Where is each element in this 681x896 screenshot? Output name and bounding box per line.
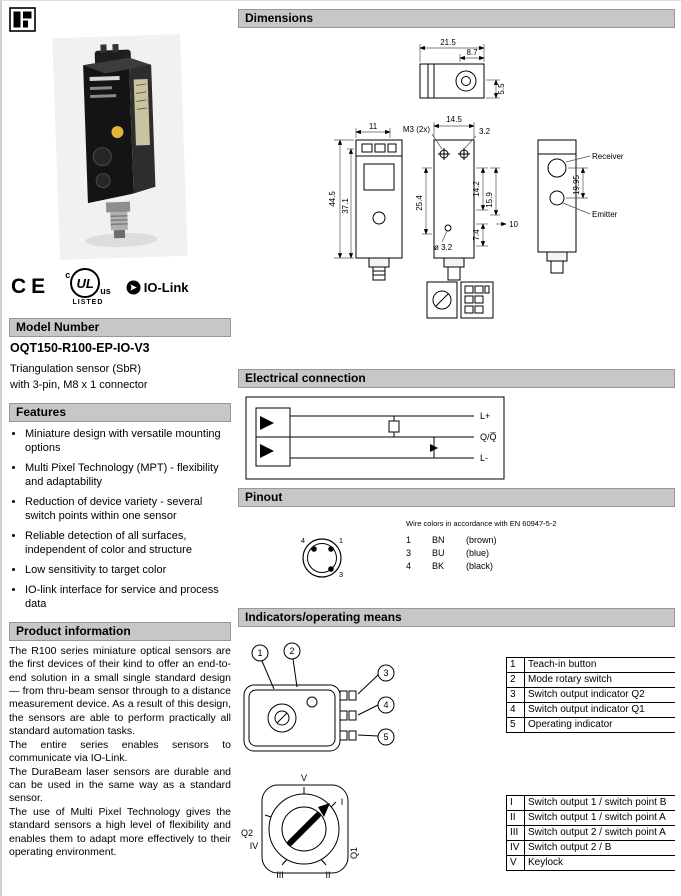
legend-label: Teach-in button	[525, 658, 676, 673]
rotary-q2-label: Q2	[241, 828, 254, 838]
legend-label: Keylock	[525, 856, 676, 871]
callout-2: 2	[289, 646, 295, 656]
legend-num: II	[507, 811, 525, 826]
dim-14-2: 14.2	[472, 181, 481, 197]
dimensions-header: Dimensions	[238, 9, 675, 28]
legend-label: Switch output indicator Q2	[525, 688, 676, 703]
right-column	[238, 9, 675, 887]
ul-c-label: c	[65, 270, 71, 280]
dim-21-5: 21.5	[440, 38, 456, 47]
product-photo	[52, 34, 188, 260]
wire-colors-note: Wire colors in accordance with EN 60947-5-2	[406, 519, 557, 528]
legend-num: 3	[507, 688, 525, 703]
ce-mark: CE	[11, 275, 51, 298]
pin-row	[406, 561, 493, 571]
rotary-pos-v: V	[300, 773, 308, 783]
receiver-label: Receiver	[592, 152, 624, 161]
callout-4: 4	[383, 700, 389, 710]
certifications	[11, 264, 231, 310]
ul-circle	[70, 268, 100, 298]
dim-8-7: 8.7	[466, 48, 478, 57]
legend-num: I	[507, 796, 525, 811]
feature-item: • Multi Pixel Technology (MPT) - flexibility and adaptability	[25, 462, 231, 490]
legend-num: V	[507, 856, 525, 871]
electrical-header: Electrical connection	[238, 369, 675, 388]
dim-3-2: 3.2	[479, 127, 491, 136]
emitter-label: Emitter	[592, 210, 618, 219]
dimensions-drawing	[238, 28, 675, 368]
table-row	[507, 703, 676, 718]
connector-info: with 3-pin, M8 x 1 connector	[10, 379, 148, 391]
legend-label: Switch output indicator Q1	[525, 703, 676, 718]
io-link-logo	[126, 280, 189, 295]
legend-num: 2	[507, 673, 525, 688]
feature-item: • Miniature design with versatile mounting options	[25, 428, 231, 456]
sensor-photo-drawing	[52, 34, 188, 260]
rotary-pos-iii: III	[276, 870, 284, 880]
feature-item: • Reliable detection of all surfaces, independent of color and structure	[25, 530, 231, 558]
dim-19-95: 19.95	[572, 174, 581, 196]
rotary-pos-iv: IV	[249, 841, 259, 851]
pin-1-label: 1	[338, 536, 344, 545]
dim-7-4: 7.4	[472, 229, 481, 241]
legend-label: Operating indicator	[525, 718, 676, 733]
dim-25-4: 25.4	[415, 195, 424, 211]
io-link-label: IO-Link	[143, 279, 189, 295]
io-link-icon	[126, 280, 141, 295]
features-header: Features	[9, 403, 231, 422]
rotary-pos-i: I	[340, 797, 344, 807]
rotary-switch-drawing	[240, 757, 372, 887]
wire-label-q: Q/Q̅	[480, 432, 497, 442]
legend-label: Switch output 1 / switch point B	[525, 796, 676, 811]
rotary-q1-label: Q1	[349, 846, 359, 860]
ul-us-label: us	[100, 286, 111, 296]
rotary-pos-ii: II	[325, 870, 331, 880]
ul-letters: UL	[76, 275, 94, 291]
wire-label-lplus: L+	[480, 411, 491, 421]
dim-10: 10	[509, 220, 518, 229]
pin-row	[406, 535, 497, 545]
wire-code: BU	[432, 548, 445, 558]
legend-num: 4	[507, 703, 525, 718]
table-row	[507, 673, 676, 688]
dim-dia-3-2: ø 3.2	[434, 243, 453, 252]
feature-item: • Low sensitivity to target color	[25, 564, 231, 578]
dim-15-9: 15.9	[485, 192, 494, 208]
wire-code: BK	[432, 561, 445, 571]
table-row	[507, 796, 676, 811]
dimensions-figure	[238, 28, 675, 369]
legend-label: Mode rotary switch	[525, 673, 676, 688]
legend-label: Switch output 2 / switch point A	[525, 826, 676, 841]
pepperl-fuchs-logo	[9, 7, 36, 32]
dim-m3: M3 (2x)	[402, 125, 430, 134]
rotary-legend-table	[506, 795, 675, 871]
indicators-header: Indicators/operating means	[238, 608, 675, 627]
table-row	[507, 856, 676, 871]
electrical-figure	[238, 388, 675, 488]
legend-label: Switch output 2 / B	[525, 841, 676, 856]
dim-5-5: 5.5	[497, 83, 506, 95]
pin-number: 3	[406, 548, 412, 558]
pin-3-label: 3	[338, 570, 344, 579]
table-row	[507, 826, 676, 841]
legend-num: IV	[507, 841, 525, 856]
indicators-figure	[238, 627, 675, 887]
ul-listed-mark	[65, 268, 111, 306]
product-info-header: Product information	[9, 622, 231, 641]
pin-number: 1	[406, 535, 412, 545]
dim-44-5: 44.5	[328, 191, 337, 207]
pin-4-label: 4	[300, 536, 306, 545]
feature-item: • IO-link interface for service and process data	[25, 584, 231, 612]
wire-code: BN	[432, 535, 445, 545]
legend-num: III	[507, 826, 525, 841]
product-info-paragraph: The entire series enables sensors to communicate via IO-Link.	[9, 738, 231, 765]
callout-3: 3	[383, 668, 389, 678]
feature-item: • Reduction of device variety - several switch points within one sensor	[25, 496, 231, 524]
indicator-legend-table	[506, 657, 675, 733]
legend-num: 1	[507, 658, 525, 673]
ul-listed-label: LISTED	[72, 299, 104, 306]
table-row	[507, 811, 676, 826]
ul-mark-row	[65, 268, 111, 298]
connector-face-drawing	[270, 517, 380, 599]
left-column	[9, 7, 231, 860]
dim-14-5: 14.5	[446, 115, 462, 124]
pinout-header: Pinout	[238, 488, 675, 507]
product-type: Triangulation sensor (SbR)	[10, 363, 142, 375]
table-row	[507, 658, 676, 673]
wire-color: (blue)	[466, 548, 490, 558]
product-info-paragraph: The R100 series miniature optical sensors are the first devices of their kind to offer an end-to-end solution in a small single standard design — from thru-beam sensor through to a distance measurement device. As a result of this design, the sensors are able to perform practically all standard automation tasks.	[9, 644, 231, 738]
wire-color: (black)	[466, 561, 494, 571]
legend-label: Switch output 1 / switch point A	[525, 811, 676, 826]
callout-1: 1	[257, 648, 263, 658]
features-list	[9, 428, 231, 612]
callout-drawing	[240, 639, 420, 761]
electrical-diagram	[244, 394, 544, 484]
product-info-paragraph: The DuraBeam laser sensors are durable and can be used in the same way as a standard sensor.	[9, 765, 231, 805]
dim-11: 11	[368, 122, 378, 131]
table-row	[507, 688, 676, 703]
callout-5: 5	[383, 732, 389, 742]
pinout-figure	[238, 507, 675, 608]
table-row	[507, 841, 676, 856]
pin-number: 4	[406, 561, 412, 571]
model-number-header: Model Number	[9, 318, 231, 337]
dim-37-1: 37.1	[341, 198, 350, 214]
legend-num: 5	[507, 718, 525, 733]
table-row	[507, 718, 676, 733]
pin-row	[406, 548, 489, 558]
part-number: OQT150-R100-EP-IO-V3	[10, 341, 150, 355]
product-info-paragraph: The use of Multi Pixel Technology gives the standard sensors a high level of flexibility and enables them to adapt more effectively to their operating environment.	[9, 805, 231, 859]
wire-label-lminus: L-	[480, 453, 489, 463]
wire-color: (brown)	[466, 535, 497, 545]
product-info-text	[9, 645, 231, 860]
